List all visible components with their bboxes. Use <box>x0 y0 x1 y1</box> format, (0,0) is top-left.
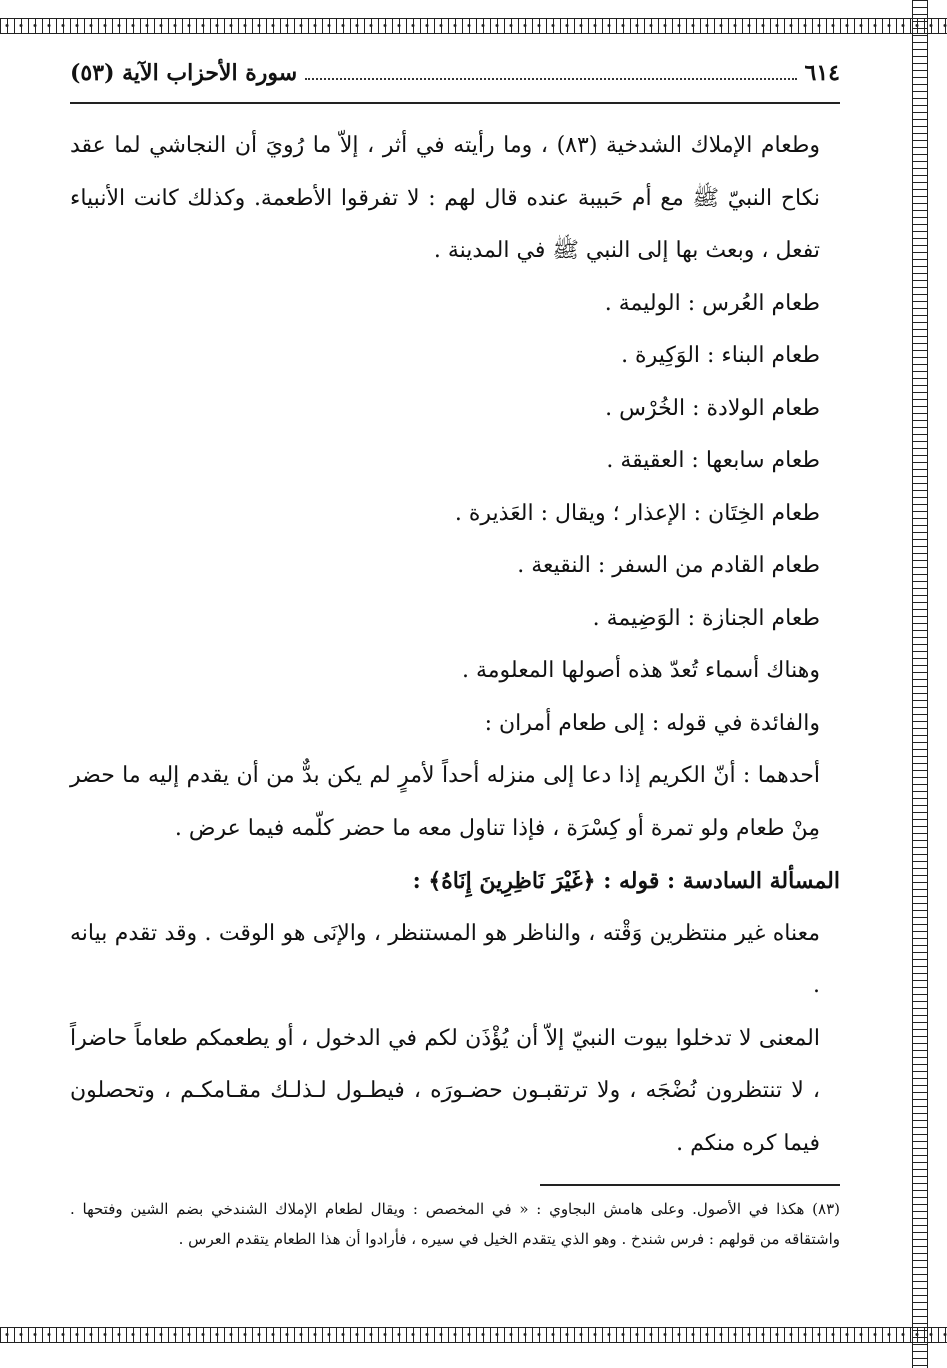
list-item-circumcision: طعام الخِتَان : الإعذار ؛ ويقال : العَذيرة . <box>454 500 820 526</box>
top-ornamental-border <box>0 18 947 34</box>
paragraph-benefit: والفائدة في قوله : إلى طعام أمران : <box>484 710 820 736</box>
list-item-seventh: طعام سابعها : العقيقة . <box>606 448 820 473</box>
right-ornamental-border <box>912 0 928 1368</box>
footnote-rule <box>540 1184 840 1186</box>
list-item-funeral: طعام الجنازة : الوَضِيمة . <box>592 605 820 631</box>
list-item-travel: طعام القادم من السفر : النقيعة . <box>517 553 820 578</box>
paragraph-1: وطعام الإملاك الشدخية (٨٣) ، وما رأيته في أثر ، إلاّ ما رُويَ أن النجاشي لما عقد نكاح النبيّ ﷺ مع أم حَبيبة عنده قال لهم : لا تفرقوا الأطعمة. وكذلك كانت الأنبياء تفعل ، وبعث بها إلى النبي ﷺ في المدينة . <box>70 133 820 263</box>
paragraph-meaning: معناه غير منتظرين وَقْته ، والناظر هو المستنظر ، والإنَى هو الوقت . وقد تقدم بيانه . <box>70 920 820 998</box>
header-dots <box>305 78 796 80</box>
list-item-building: طعام البناء : الوَكِيرة . <box>621 343 820 368</box>
list-item-birth: طعام الولادة : الخُرْس . <box>605 395 820 421</box>
list-item-wedding: طعام العُرس : الوليمة . <box>604 290 820 316</box>
running-title: سورة الأحزاب الآية (٥٣) <box>70 60 298 86</box>
paragraph-first: أحدهما : أنّ الكريم إذا دعا إلى منزله أحداً لأمرٍ لم يكن بدٌّ من أن يقدم إليه ما حضر مِنْ طعام ولو تمرة أو كِسْرَة ، فإذا تناول معه ما حضر كلّمه فيما عرض . <box>70 763 820 841</box>
paragraph-names: وهناك أسماء تُعدّ هذه أصولها المعلومة . <box>461 658 820 683</box>
page-number: ٦١٤ <box>804 60 840 86</box>
header-rule <box>70 102 840 104</box>
paragraph-explanation: المعنى لا تدخلوا بيوت النبيّ إلاّ أن يُؤْذَن لكم في الدخول ، أو يطعمكم طعاماً حاضراً ، لا تنتظرون نُضْجَه ، ولا ترتقبـون حضـورَه ، فيطـول لـذلـك مقـامكـم ، وتحصلون فيما كره منكم . <box>70 1025 820 1156</box>
footnote: (٨٣) هكذا في الأصول. وعلى هامش البجاوي : « في المخصص : ويقال لطعام الإملاك الشندخي بضم الشين وفتحها . واشتقاقه من قولهم : فرس شندخ . وهو الذي يتقدم الخيل في سيره ، فأرادوا أن هذا الطعام يتقدم العرس . <box>70 1200 840 1248</box>
bottom-ornamental-border <box>0 1327 947 1343</box>
page <box>70 60 840 1254</box>
section-heading: المسألة السادسة : قوله : ﴿غَيْرَ نَاظِرِينَ إِنَاهُ﴾ : <box>412 868 840 894</box>
page-header <box>70 60 840 100</box>
